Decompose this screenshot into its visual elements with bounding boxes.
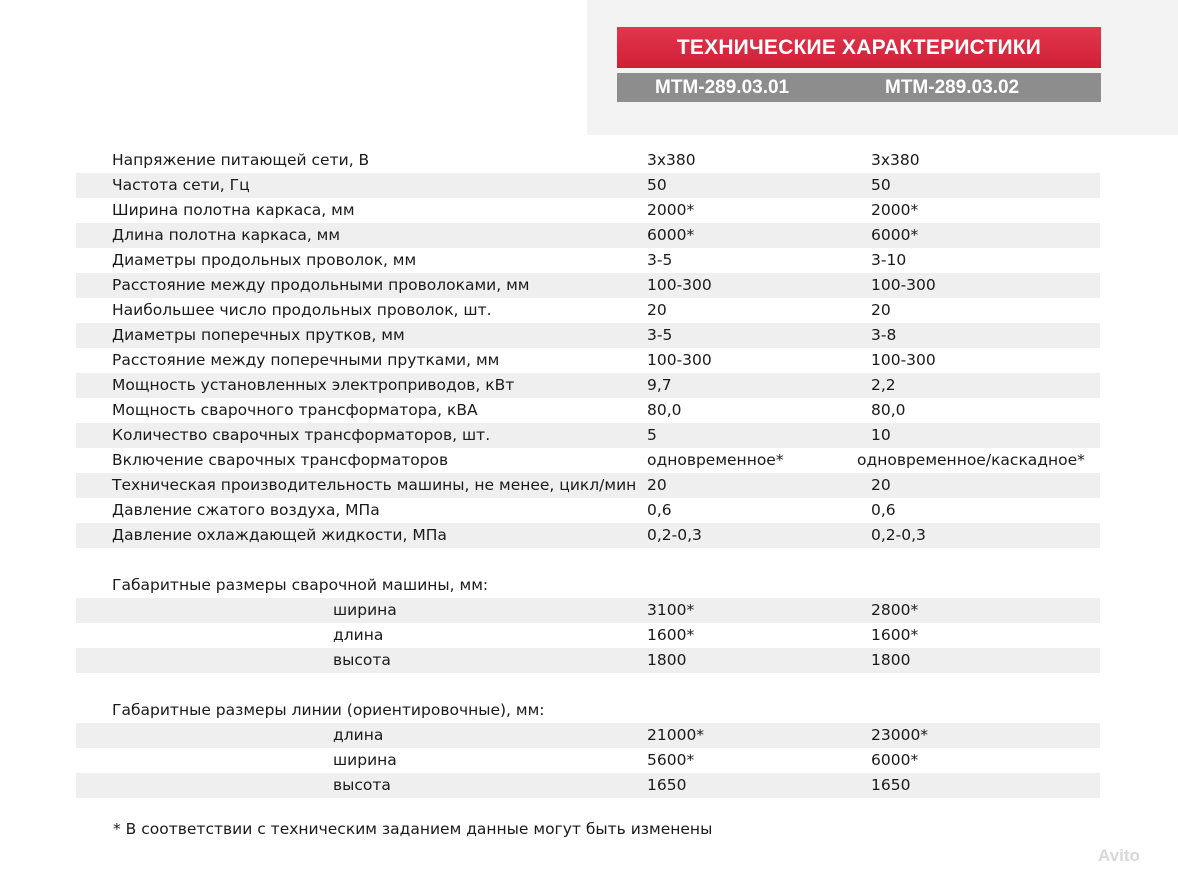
dim-label: высота <box>333 651 391 669</box>
machine-dims-title: Габаритные размеры сварочной машины, мм: <box>112 576 489 594</box>
dim-value-model-2: 6000* <box>871 751 919 769</box>
spec-label: Напряжение питающей сети, В <box>112 151 370 169</box>
section-spacer <box>76 673 1100 698</box>
specs-title: ТЕХНИЧЕСКИЕ ХАРАКТЕРИСТИКИ <box>676 35 1042 59</box>
dim-value-model-2: 1650 <box>871 776 911 794</box>
dim-row <box>76 723 1100 748</box>
spec-label: Количество сварочных трансформаторов, шт. <box>112 426 491 444</box>
spec-value-model-1: 6000* <box>647 226 695 244</box>
model-2-name: МТМ-289.03.02 <box>885 77 1020 98</box>
spec-label: Наибольшее число продольных проволок, шт. <box>112 301 492 319</box>
specs-table <box>76 148 1100 798</box>
spec-row <box>76 198 1100 223</box>
spec-row <box>76 523 1100 548</box>
spec-label: Давление сжатого воздуха, МПа <box>112 501 380 519</box>
dim-row <box>76 598 1100 623</box>
spec-label: Давление охлаждающей жидкости, МПа <box>112 526 447 544</box>
spec-value-model-2: 20 <box>871 301 891 319</box>
spec-label: Мощность сварочного трансформатора, кВА <box>112 401 478 419</box>
spec-value-model-2: 100-300 <box>871 276 936 294</box>
spec-value-model-1: 50 <box>647 176 667 194</box>
dim-label: длина <box>333 626 384 644</box>
spec-value-model-1: 0,6 <box>647 501 672 519</box>
spec-value-model-2: 0,2-0,3 <box>871 526 926 544</box>
spec-value-model-1: 3-5 <box>647 251 673 269</box>
spec-row <box>76 223 1100 248</box>
line-dims-title: Габаритные размеры линии (ориентировочные), мм: <box>112 701 545 719</box>
dim-label: длина <box>333 726 384 744</box>
spec-value-model-1: 80,0 <box>647 401 682 419</box>
spec-label: Частота сети, Гц <box>112 176 250 194</box>
spec-row <box>76 273 1100 298</box>
spec-value-model-2: 2,2 <box>871 376 896 394</box>
dim-row <box>76 623 1100 648</box>
spec-value-model-2: одновременное/каскадное* <box>857 451 1085 469</box>
spec-value-model-2: 50 <box>871 176 891 194</box>
dim-label: ширина <box>333 601 397 619</box>
spec-row <box>76 348 1100 373</box>
spec-value-model-2: 6000* <box>871 226 919 244</box>
spec-value-model-2: 100-300 <box>871 351 936 369</box>
spec-value-model-1: 3-5 <box>647 326 673 344</box>
dim-value-model-1: 5600* <box>647 751 695 769</box>
spec-label: Диаметры продольных проволок, мм <box>112 251 417 269</box>
dim-value-model-1: 1800 <box>647 651 687 669</box>
spec-row <box>76 148 1100 173</box>
spec-value-model-1: 100-300 <box>647 276 712 294</box>
spec-row <box>76 323 1100 348</box>
avito-watermark: Avito <box>1098 846 1140 865</box>
section-heading <box>76 573 1100 598</box>
dim-row <box>76 748 1100 773</box>
spec-value-model-2: 80,0 <box>871 401 906 419</box>
model-1-name: МТМ-289.03.01 <box>655 77 790 98</box>
spec-value-model-1: 3х380 <box>647 151 696 169</box>
spec-value-model-2: 3-8 <box>871 326 897 344</box>
dim-row <box>76 773 1100 798</box>
spec-value-model-1: 2000* <box>647 201 695 219</box>
spec-row <box>76 498 1100 523</box>
spec-label: Включение сварочных трансформаторов <box>112 451 449 469</box>
dim-value-model-1: 1600* <box>647 626 695 644</box>
spec-row <box>76 423 1100 448</box>
dim-label: ширина <box>333 751 397 769</box>
spec-value-model-2: 2000* <box>871 201 919 219</box>
dim-row <box>76 648 1100 673</box>
spec-value-model-2: 20 <box>871 476 891 494</box>
section-spacer <box>76 548 1100 573</box>
dim-label: высота <box>333 776 391 794</box>
dim-value-model-1: 1650 <box>647 776 687 794</box>
spec-row <box>76 298 1100 323</box>
spec-label: Ширина полотна каркаса, мм <box>112 201 355 219</box>
spec-value-model-1: 5 <box>647 426 657 444</box>
specs-title-bar <box>617 27 1101 68</box>
spec-value-model-2: 0,6 <box>871 501 896 519</box>
spec-label: Техническая производительность машины, не менее, цикл/мин <box>112 476 637 494</box>
spec-row <box>76 173 1100 198</box>
spec-row <box>76 373 1100 398</box>
dim-value-model-1: 3100* <box>647 601 695 619</box>
section-heading <box>76 698 1100 723</box>
spec-value-model-2: 10 <box>871 426 891 444</box>
spec-label: Мощность установленных электроприводов, кВт <box>112 376 515 394</box>
spec-value-model-1: 0,2-0,3 <box>647 526 702 544</box>
dim-value-model-2: 1800 <box>871 651 911 669</box>
spec-label: Расстояние между продольными проволоками, мм <box>112 276 530 294</box>
spec-value-model-1: 9,7 <box>647 376 672 394</box>
spec-value-model-1: 20 <box>647 301 667 319</box>
spec-row <box>76 448 1100 473</box>
spec-value-model-2: 3х380 <box>871 151 920 169</box>
spec-label: Длина полотна каркаса, мм <box>112 226 341 244</box>
spec-label: Расстояние между поперечными прутками, мм <box>112 351 500 369</box>
dim-value-model-2: 23000* <box>871 726 929 744</box>
dim-value-model-2: 2800* <box>871 601 919 619</box>
spec-label: Диаметры поперечных прутков, мм <box>112 326 405 344</box>
model-header-bar <box>617 73 1101 102</box>
spec-row <box>76 398 1100 423</box>
spec-value-model-1: одновременное* <box>647 451 784 469</box>
spec-row <box>76 473 1100 498</box>
dim-value-model-1: 21000* <box>647 726 705 744</box>
spec-row <box>76 248 1100 273</box>
spec-value-model-1: 20 <box>647 476 667 494</box>
spec-value-model-2: 3-10 <box>871 251 907 269</box>
spec-value-model-1: 100-300 <box>647 351 712 369</box>
dim-value-model-2: 1600* <box>871 626 919 644</box>
footnote: * В соответствии с техническим заданием данные могут быть изменены <box>113 820 713 838</box>
